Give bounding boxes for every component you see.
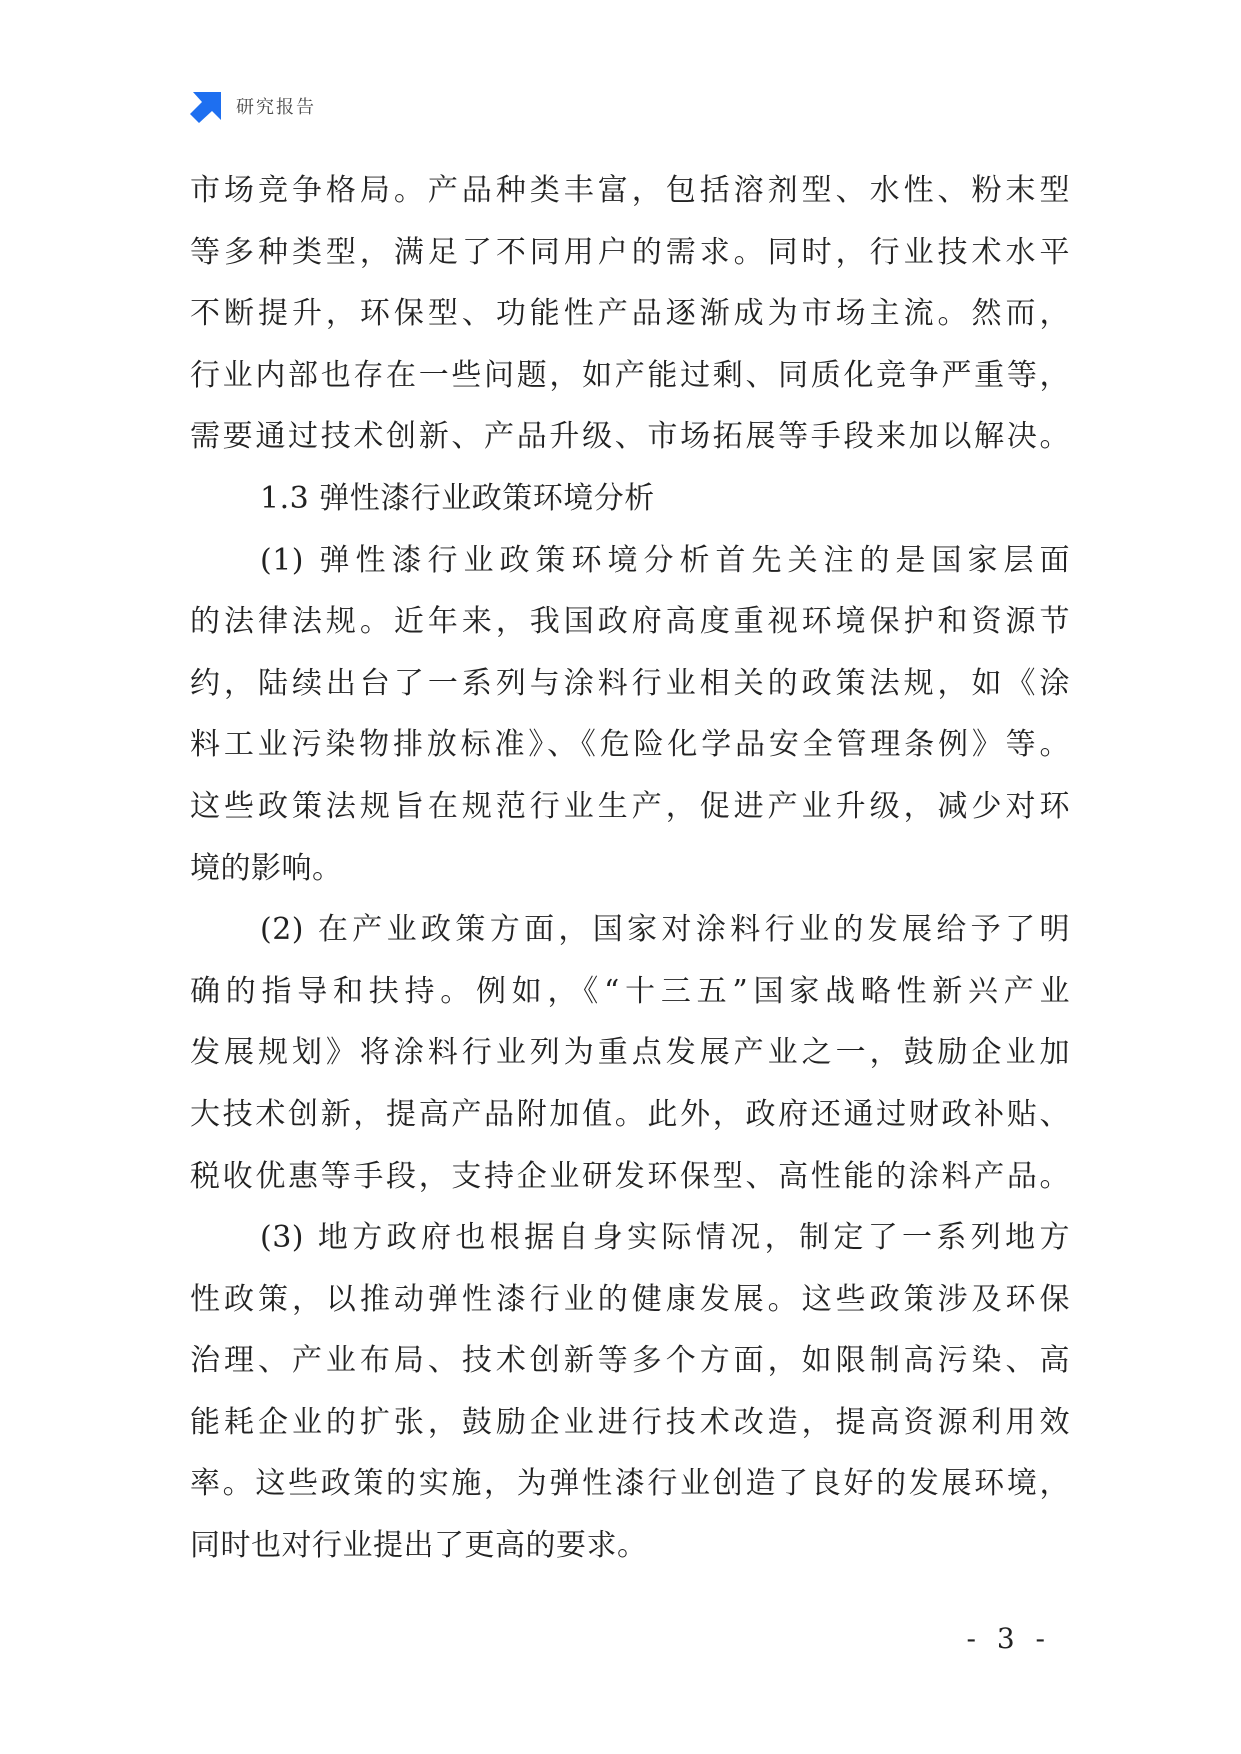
text-line: 发展规划》将涂料行业列为重点发展产业之一，鼓励企业加 <box>190 1035 1070 1071</box>
text-line: 行业内部也存在一些问题，如产能过剩、同质化竞争严重等， <box>190 357 1070 393</box>
text-line: 治理、产业布局、技术创新等多个方面，如限制高污染、高 <box>190 1343 1070 1379</box>
header-title: 研究报告 <box>236 97 316 118</box>
text-line: 约，陆续出台了一系列与涂料行业相关的政策法规，如《涂 <box>190 665 1070 701</box>
text-line: 需要通过技术创新、产品升级、市场拓展等手段来加以解决。 <box>190 419 1070 455</box>
text-line: 大技术创新，提高产品附加值。此外，政府还通过财政补贴、 <box>190 1096 1070 1132</box>
text-line: 料工业污染物排放标准》、《危险化学品安全管理条例》等。 <box>190 727 1070 763</box>
text-line: (1) 弹性漆行业政策环境分析首先关注的是国家层面 <box>260 542 1070 578</box>
report-header <box>190 88 316 124</box>
text-line: 的法律法规。近年来，我国政府高度重视环境保护和资源节 <box>190 604 1070 640</box>
text-line: 市场竞争格局。产品种类丰富，包括溶剂型、水性、粉末型 <box>190 173 1070 208</box>
text-line: 这些政策法规旨在规范行业生产，促进产业升级，减少对环 <box>190 788 1070 824</box>
text-line: 同时也对行业提出了更高的要求。 <box>190 1528 648 1564</box>
text-line: 率。这些政策的实施，为弹性漆行业创造了良好的发展环境， <box>190 1466 1070 1502</box>
text-line: (2) 在产业政策方面，国家对涂料行业的发展给予了明 <box>260 912 1070 948</box>
text-line: 不断提升，环保型、功能性产品逐渐成为市场主流。然而， <box>190 296 1070 332</box>
text-line: 性政策，以推动弹性漆行业的健康发展。这些政策涉及环保 <box>190 1281 1070 1317</box>
page-number: - 3 - <box>966 1622 1051 1655</box>
text-line: 能耗企业的扩张，鼓励企业进行技术改造，提高资源利用效 <box>190 1404 1070 1440</box>
text-line: 等多种类型，满足了不同用户的需求。同时，行业技术水平 <box>190 234 1070 270</box>
text-line: 税收优惠等手段，支持企业研发环保型、高性能的涂料产品。 <box>190 1158 1070 1194</box>
document-body <box>190 160 1070 1577</box>
text-line: (3) 地方政府也根据自身实际情况，制定了一系列地方 <box>260 1220 1070 1256</box>
text-line: 境的影响。 <box>190 850 343 886</box>
arrow-up-right-icon <box>190 89 224 123</box>
section-heading: 1.3 弹性漆行业政策环境分析 <box>260 480 655 516</box>
text-line: 确的指导和扶持。例如，《“十三五”国家战略性新兴产业 <box>190 973 1070 1009</box>
